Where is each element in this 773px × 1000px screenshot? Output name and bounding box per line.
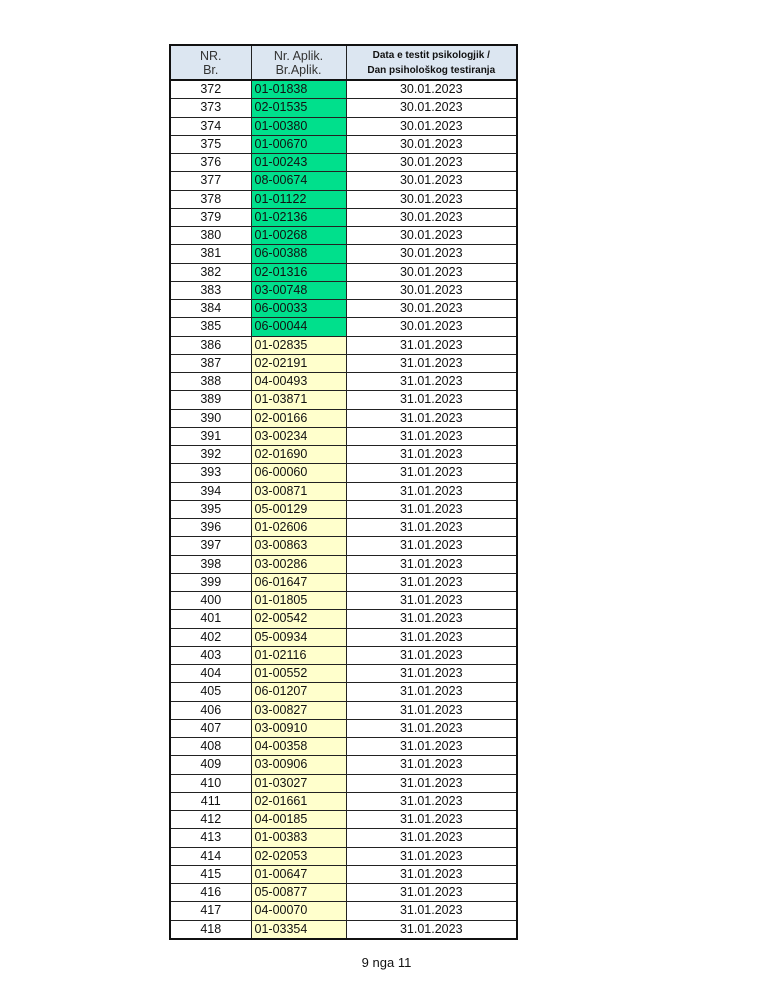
table-row (170, 811, 517, 829)
row-number-cell: 394 (170, 482, 251, 500)
application-number-cell: 01-02136 (251, 208, 346, 226)
column-header-test-date-line2: Dan psihološkog testiranja (367, 64, 496, 76)
test-date-cell: 30.01.2023 (346, 99, 517, 117)
application-number-cell: 01-01122 (251, 190, 346, 208)
row-number-cell: 404 (170, 665, 251, 683)
test-date-cell: 31.01.2023 (346, 756, 517, 774)
column-header-application (251, 45, 346, 80)
test-date-cell: 30.01.2023 (346, 227, 517, 245)
table-row (170, 829, 517, 847)
application-number-cell: 01-01805 (251, 592, 346, 610)
application-number-cell: 03-00863 (251, 537, 346, 555)
table-row (170, 902, 517, 920)
application-number-cell: 06-00044 (251, 318, 346, 336)
table-row (170, 537, 517, 555)
table-row (170, 756, 517, 774)
application-number-cell: 02-00542 (251, 610, 346, 628)
test-date-cell: 31.01.2023 (346, 884, 517, 902)
application-number-cell: 04-00185 (251, 811, 346, 829)
row-number-cell: 399 (170, 573, 251, 591)
table-row (170, 190, 517, 208)
row-number-cell: 418 (170, 920, 251, 939)
application-number-cell: 02-02053 (251, 847, 346, 865)
test-date-cell: 30.01.2023 (346, 263, 517, 281)
test-date-cell: 31.01.2023 (346, 519, 517, 537)
row-number-cell: 400 (170, 592, 251, 610)
application-number-cell: 03-00234 (251, 427, 346, 445)
application-number-cell: 03-00286 (251, 555, 346, 573)
table-row (170, 117, 517, 135)
column-header-test-date-line1: Data e testit psikologjik / (372, 49, 490, 61)
test-date-cell: 31.01.2023 (346, 829, 517, 847)
table-body (170, 80, 517, 939)
row-number-cell: 379 (170, 208, 251, 226)
test-date-cell: 31.01.2023 (346, 555, 517, 573)
application-number-cell: 04-00070 (251, 902, 346, 920)
table-row (170, 464, 517, 482)
row-number-cell: 395 (170, 500, 251, 518)
row-number-cell: 408 (170, 738, 251, 756)
column-header-application-line1: Nr. Aplik. (273, 48, 324, 63)
row-number-cell: 384 (170, 300, 251, 318)
test-date-cell: 31.01.2023 (346, 792, 517, 810)
application-number-cell: 01-03871 (251, 391, 346, 409)
test-date-cell: 30.01.2023 (346, 80, 517, 99)
application-number-cell: 02-01316 (251, 263, 346, 281)
row-number-cell: 410 (170, 774, 251, 792)
table-row (170, 135, 517, 153)
table-row (170, 154, 517, 172)
row-number-cell: 413 (170, 829, 251, 847)
application-number-cell: 03-00827 (251, 701, 346, 719)
application-number-cell: 06-01647 (251, 573, 346, 591)
table-row (170, 354, 517, 372)
table-row (170, 245, 517, 263)
application-number-cell: 04-00493 (251, 373, 346, 391)
table-row (170, 263, 517, 281)
applications-table (169, 44, 518, 940)
row-number-cell: 378 (170, 190, 251, 208)
table-row (170, 610, 517, 628)
application-number-cell: 01-02606 (251, 519, 346, 537)
test-date-cell: 31.01.2023 (346, 665, 517, 683)
column-header-test-date (346, 45, 517, 80)
row-number-cell: 391 (170, 427, 251, 445)
row-number-cell: 396 (170, 519, 251, 537)
application-number-cell: 01-00383 (251, 829, 346, 847)
application-number-cell: 03-00906 (251, 756, 346, 774)
column-header-application-line2: Br.Aplik. (275, 62, 322, 77)
row-number-cell: 417 (170, 902, 251, 920)
row-number-cell: 401 (170, 610, 251, 628)
column-header-nr-line1: NR. (199, 48, 222, 63)
test-date-cell: 30.01.2023 (346, 281, 517, 299)
row-number-cell: 372 (170, 80, 251, 99)
row-number-cell: 383 (170, 281, 251, 299)
test-date-cell: 31.01.2023 (346, 902, 517, 920)
test-date-cell: 31.01.2023 (346, 354, 517, 372)
row-number-cell: 381 (170, 245, 251, 263)
test-date-cell: 31.01.2023 (346, 573, 517, 591)
table-row (170, 701, 517, 719)
application-number-cell: 01-03354 (251, 920, 346, 939)
row-number-cell: 397 (170, 537, 251, 555)
row-number-cell: 375 (170, 135, 251, 153)
row-number-cell: 380 (170, 227, 251, 245)
test-date-cell: 31.01.2023 (346, 628, 517, 646)
test-date-cell: 31.01.2023 (346, 865, 517, 883)
test-date-cell: 31.01.2023 (346, 373, 517, 391)
table-row (170, 409, 517, 427)
page-number: 9 nga 11 (361, 955, 412, 970)
table-row (170, 646, 517, 664)
application-number-cell: 02-01535 (251, 99, 346, 117)
table-header (170, 45, 517, 80)
row-number-cell: 388 (170, 373, 251, 391)
test-date-cell: 31.01.2023 (346, 646, 517, 664)
table-row (170, 300, 517, 318)
header-row (170, 45, 517, 80)
application-number-cell: 01-00552 (251, 665, 346, 683)
row-number-cell: 390 (170, 409, 251, 427)
table-row (170, 373, 517, 391)
application-number-cell: 02-02191 (251, 354, 346, 372)
row-number-cell: 393 (170, 464, 251, 482)
table-row (170, 920, 517, 939)
test-date-cell: 30.01.2023 (346, 300, 517, 318)
test-date-cell: 31.01.2023 (346, 701, 517, 719)
application-number-cell: 01-00647 (251, 865, 346, 883)
test-date-cell: 31.01.2023 (346, 537, 517, 555)
table-row (170, 665, 517, 683)
test-date-cell: 30.01.2023 (346, 318, 517, 336)
application-number-cell: 01-03027 (251, 774, 346, 792)
application-number-cell: 06-00060 (251, 464, 346, 482)
row-number-cell: 374 (170, 117, 251, 135)
row-number-cell: 415 (170, 865, 251, 883)
test-date-cell: 30.01.2023 (346, 117, 517, 135)
table-row (170, 99, 517, 117)
test-date-cell: 31.01.2023 (346, 464, 517, 482)
row-number-cell: 376 (170, 154, 251, 172)
row-number-cell: 416 (170, 884, 251, 902)
test-date-cell: 30.01.2023 (346, 154, 517, 172)
test-date-cell: 30.01.2023 (346, 208, 517, 226)
table-row (170, 427, 517, 445)
application-number-cell: 01-00243 (251, 154, 346, 172)
row-number-cell: 409 (170, 756, 251, 774)
row-number-cell: 382 (170, 263, 251, 281)
row-number-cell: 385 (170, 318, 251, 336)
table-row (170, 391, 517, 409)
row-number-cell: 414 (170, 847, 251, 865)
table-row (170, 792, 517, 810)
column-header-nr (170, 45, 251, 80)
row-number-cell: 377 (170, 172, 251, 190)
test-date-cell: 31.01.2023 (346, 811, 517, 829)
test-date-cell: 31.01.2023 (346, 719, 517, 737)
table-row (170, 227, 517, 245)
table-row (170, 172, 517, 190)
application-number-cell: 01-02116 (251, 646, 346, 664)
row-number-cell: 407 (170, 719, 251, 737)
table-row (170, 446, 517, 464)
table-row (170, 628, 517, 646)
application-number-cell: 04-00358 (251, 738, 346, 756)
table-row (170, 592, 517, 610)
table-row (170, 865, 517, 883)
test-date-cell: 31.01.2023 (346, 500, 517, 518)
row-number-cell: 389 (170, 391, 251, 409)
application-number-cell: 01-00380 (251, 117, 346, 135)
table-row (170, 774, 517, 792)
application-number-cell: 01-01838 (251, 80, 346, 99)
row-number-cell: 403 (170, 646, 251, 664)
application-number-cell: 06-01207 (251, 683, 346, 701)
test-date-cell: 31.01.2023 (346, 847, 517, 865)
application-number-cell: 01-00268 (251, 227, 346, 245)
row-number-cell: 387 (170, 354, 251, 372)
row-number-cell: 373 (170, 99, 251, 117)
table-row (170, 719, 517, 737)
row-number-cell: 398 (170, 555, 251, 573)
test-date-cell: 31.01.2023 (346, 592, 517, 610)
test-date-cell: 31.01.2023 (346, 610, 517, 628)
test-date-cell: 31.01.2023 (346, 920, 517, 939)
application-number-cell: 05-00934 (251, 628, 346, 646)
table-row (170, 555, 517, 573)
application-number-cell: 06-00388 (251, 245, 346, 263)
test-date-cell: 31.01.2023 (346, 391, 517, 409)
table-row (170, 281, 517, 299)
application-number-cell: 03-00871 (251, 482, 346, 500)
table-row (170, 519, 517, 537)
test-date-cell: 31.01.2023 (346, 409, 517, 427)
row-number-cell: 392 (170, 446, 251, 464)
application-number-cell: 03-00910 (251, 719, 346, 737)
row-number-cell: 405 (170, 683, 251, 701)
application-number-cell: 05-00877 (251, 884, 346, 902)
application-number-cell: 08-00674 (251, 172, 346, 190)
column-header-nr-line2: Br. (203, 62, 219, 77)
table-row (170, 500, 517, 518)
test-date-cell: 31.01.2023 (346, 774, 517, 792)
table-row (170, 847, 517, 865)
row-number-cell: 386 (170, 336, 251, 354)
table-row (170, 336, 517, 354)
row-number-cell: 411 (170, 792, 251, 810)
table-row (170, 318, 517, 336)
table-row (170, 573, 517, 591)
row-number-cell: 402 (170, 628, 251, 646)
test-date-cell: 31.01.2023 (346, 683, 517, 701)
application-number-cell: 06-00033 (251, 300, 346, 318)
application-number-cell: 01-00670 (251, 135, 346, 153)
test-date-cell: 31.01.2023 (346, 482, 517, 500)
test-date-cell: 31.01.2023 (346, 446, 517, 464)
application-number-cell: 02-01661 (251, 792, 346, 810)
application-number-cell: 03-00748 (251, 281, 346, 299)
test-date-cell: 31.01.2023 (346, 738, 517, 756)
application-number-cell: 01-02835 (251, 336, 346, 354)
test-date-cell: 30.01.2023 (346, 245, 517, 263)
application-number-cell: 05-00129 (251, 500, 346, 518)
row-number-cell: 412 (170, 811, 251, 829)
test-date-cell: 30.01.2023 (346, 190, 517, 208)
table-row (170, 80, 517, 99)
table-row (170, 884, 517, 902)
application-number-cell: 02-01690 (251, 446, 346, 464)
application-number-cell: 02-00166 (251, 409, 346, 427)
table-row (170, 482, 517, 500)
test-date-cell: 30.01.2023 (346, 135, 517, 153)
table-row (170, 683, 517, 701)
test-date-cell: 31.01.2023 (346, 427, 517, 445)
test-date-cell: 30.01.2023 (346, 172, 517, 190)
test-date-cell: 31.01.2023 (346, 336, 517, 354)
table-row (170, 208, 517, 226)
table-row (170, 738, 517, 756)
row-number-cell: 406 (170, 701, 251, 719)
